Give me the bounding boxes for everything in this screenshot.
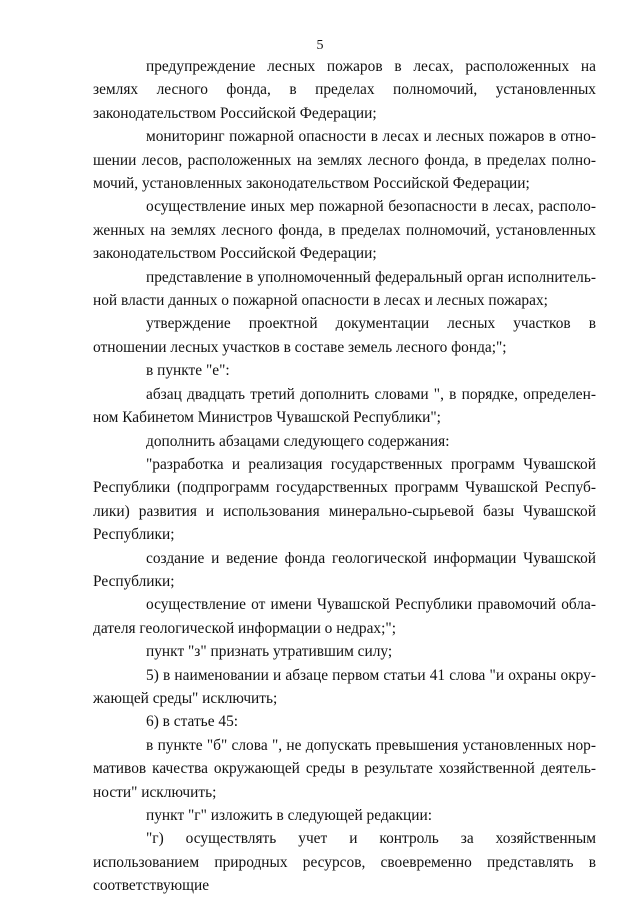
paragraph: в пункте "б" слова ", не допускать превышения установленных нормативов качества окружающей среды в результате хозяйственной деятельности" исключить; <box>93 736 596 801</box>
paragraph: пункт "з" признать утратившим силу; <box>146 643 393 661</box>
paragraph: мониторинг пожарной опасности в лесах и лесных пожаров в отношении лесов, расположенных на землях лесного фонда, в пределах полномочий, установленных законодательством Российской Федерации; <box>93 128 596 193</box>
paragraph: осуществление от имени Чувашской Республики правомочий обладателя геологической информации о недрах;"; <box>93 596 596 637</box>
paragraph: "разработка и реализация государственных программ Чувашской Республики (подпрограмм государственных программ Чувашской Республики) развития и использования минерально-сырьевой базы Чувашской Республики; <box>93 455 596 544</box>
paragraph: "г) осуществлять учет и контроль за хозяйственным использованием природных ресурсов, своевременно представлять в соответствующие <box>93 830 596 895</box>
paragraph: представление в уполномоченный федеральный орган исполнительной власти данных о пожарной опасности в лесах и лесных пожарах; <box>93 268 596 310</box>
page-number: 5 <box>316 38 324 53</box>
paragraph: пункт "г" изложить в следующей редакции: <box>146 807 433 824</box>
paragraph: в пункте "е": <box>146 362 230 380</box>
paragraph: 5) в наименовании и абзаце первом статьи 41 слова "и охраны окружающей среды" исключить; <box>93 666 596 707</box>
paragraph: 6) в статье 45: <box>146 713 239 731</box>
paragraph: дополнить абзацами следующего содержания: <box>146 432 450 450</box>
paragraph: создание и ведение фонда геологической информации Чувашской Республики; <box>93 549 596 590</box>
paragraph: утверждение проектной документации лесных участков в отношении лесных участков в составе земель лесного фонда;"; <box>93 315 596 356</box>
paragraph: абзац двадцать третий дополнить словами ", в порядке, определенном Кабинетом Министров Чувашской Республики"; <box>93 385 596 427</box>
paragraph: предупреждение лесных пожаров в лесах, расположенных на землях лесного фонда, в пределах полномочий, установленных законодательством Российской Федерации; <box>93 58 596 122</box>
paragraph: осуществление иных мер пожарной безопасности в лесах, расположенных на землях лесного фонда, в пределах полномочий, установленных законодательством Российской Федерации; <box>93 198 596 263</box>
document-body <box>93 55 596 898</box>
